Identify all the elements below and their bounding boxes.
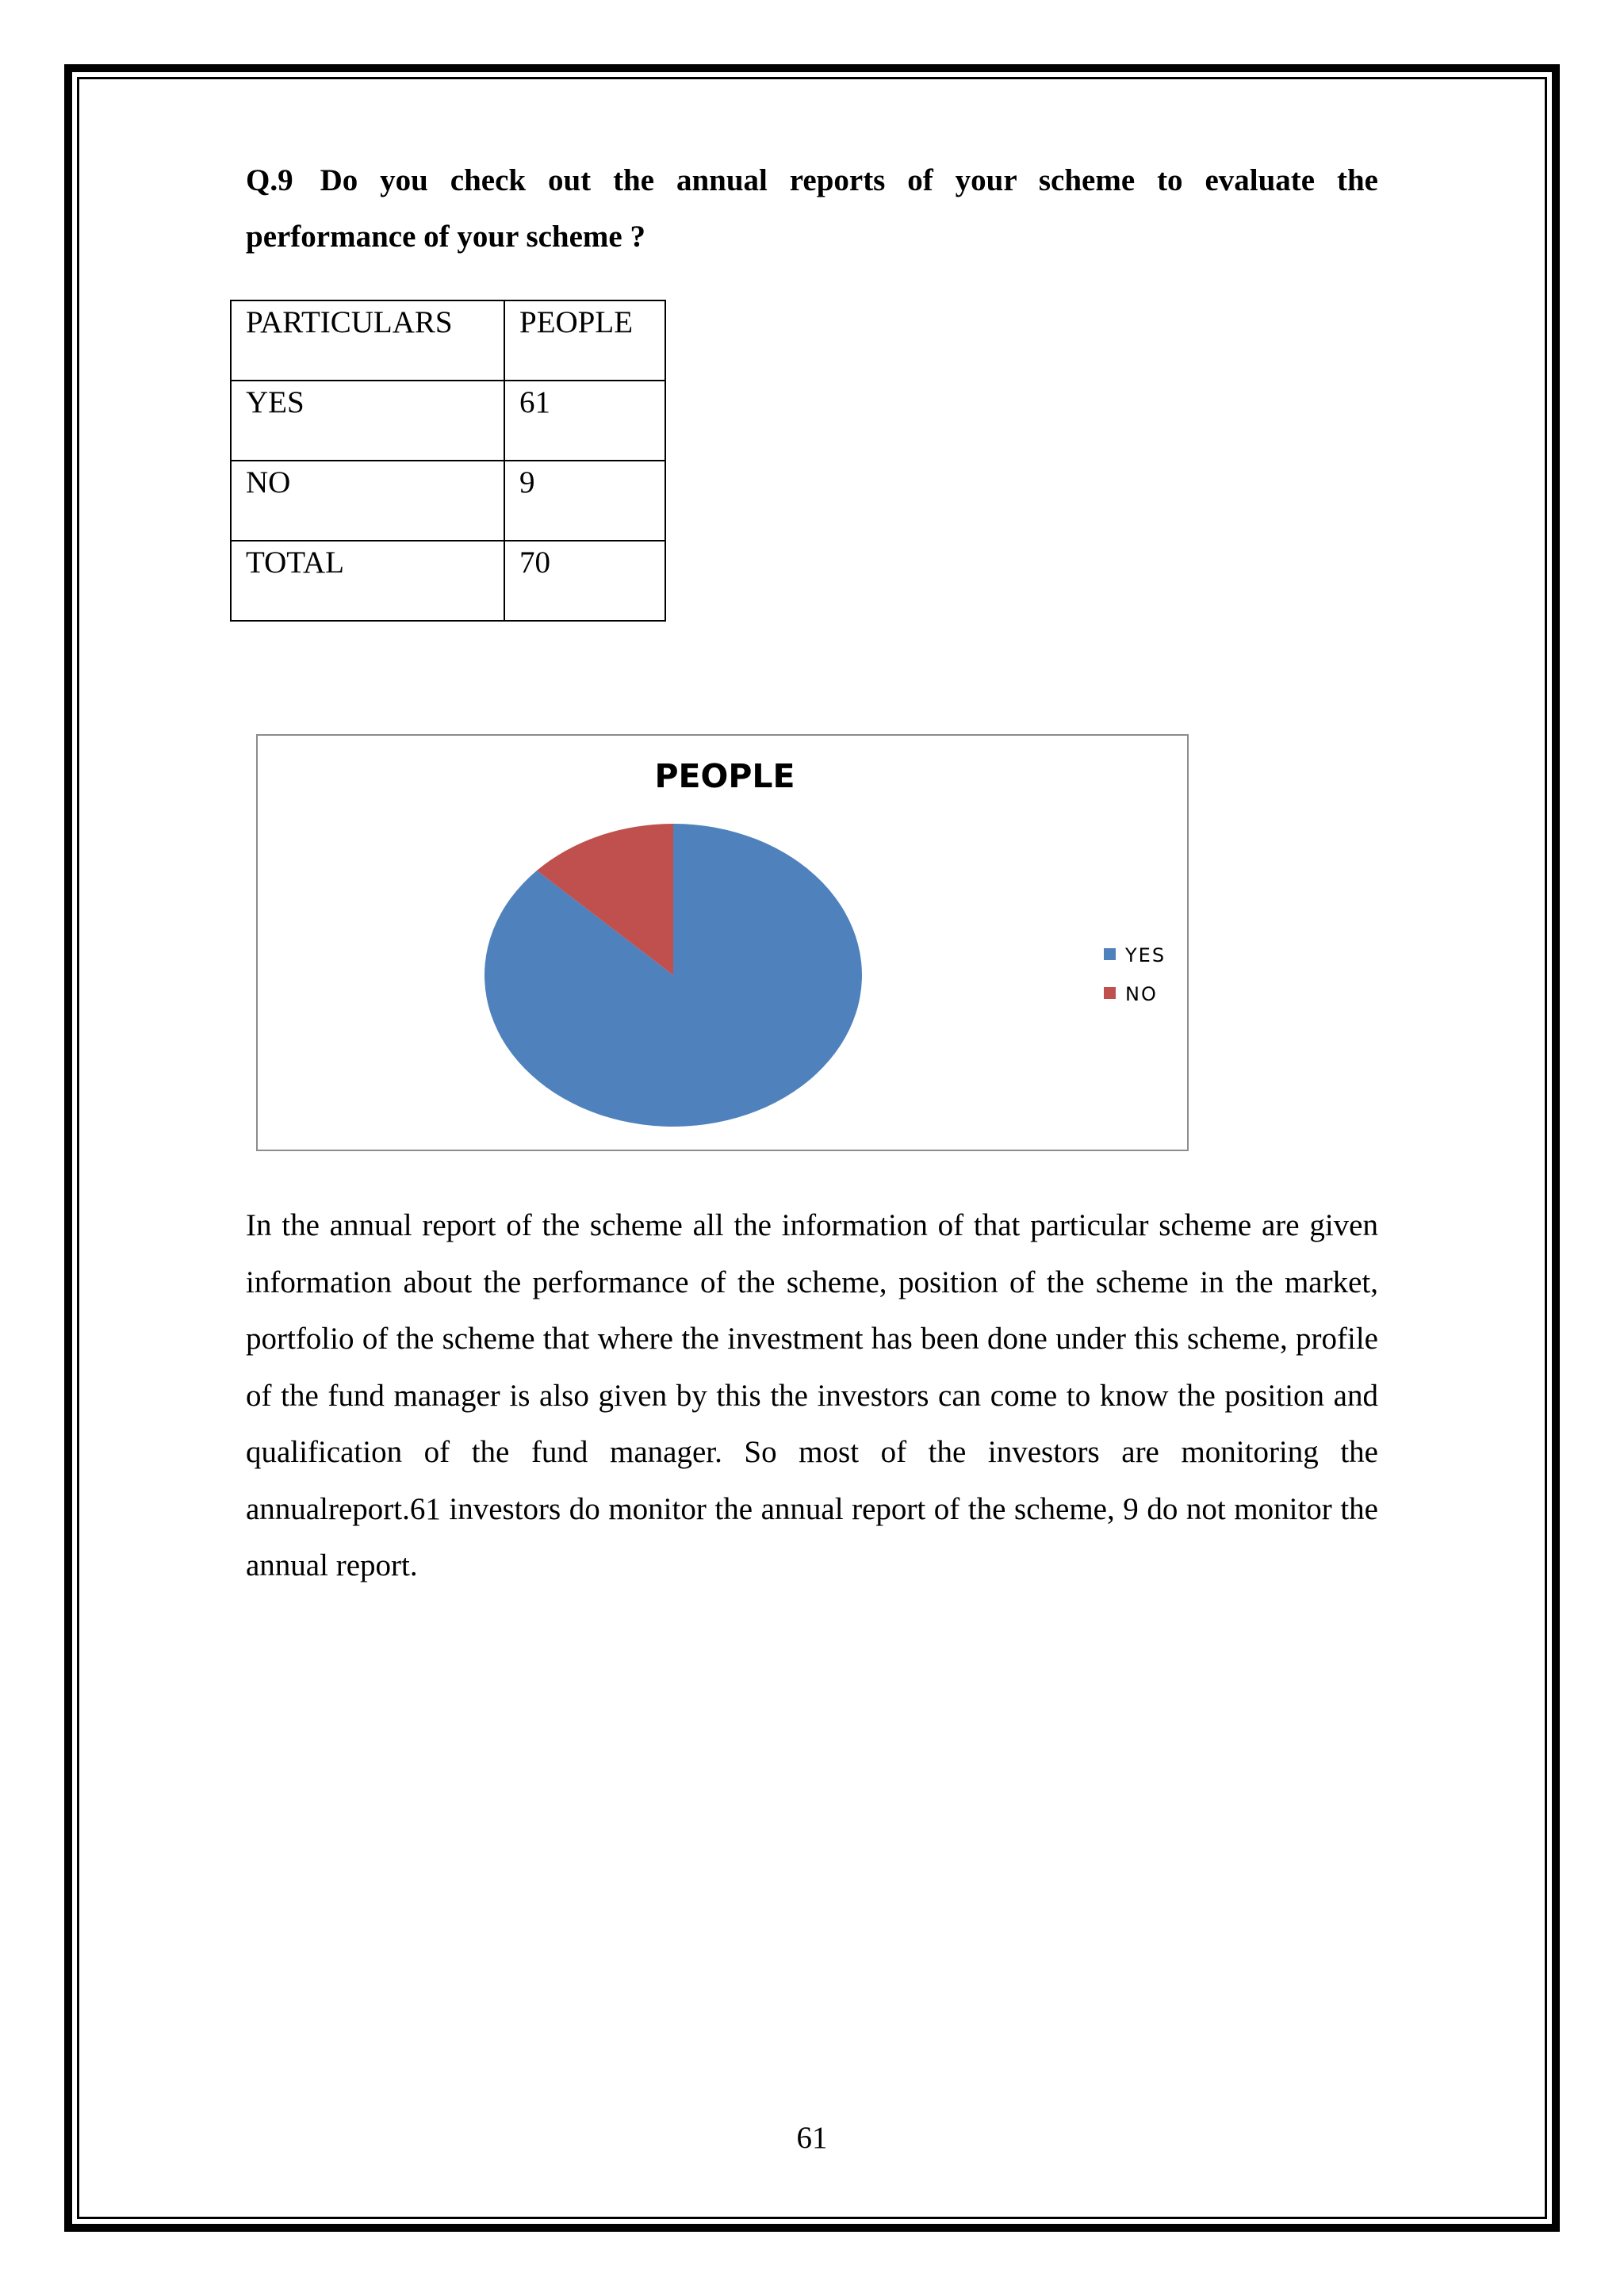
table-cell: 61: [504, 381, 665, 461]
page-number: 61: [796, 2121, 828, 2155]
legend-swatch-yes: [1104, 948, 1116, 960]
table-header-row: [231, 300, 665, 381]
table-header-cell: PARTICULARS: [231, 300, 504, 381]
table-cell: 70: [504, 541, 665, 621]
analysis-paragraph: In the annual report of the scheme all the information of that particular scheme are given information about the performance of the scheme, position of the scheme in the market, portfolio of the scheme that where the investment has been done under this scheme, profile of the fund manager is also given by this the investors can come to know the position and qualification of the fund manager. So most of the investors are monitoring the annualreport.61 investors do monitor the annual report of the scheme, 9 do not monitor the annual report.: [246, 1208, 1378, 1582]
legend-swatch-no: [1104, 987, 1116, 999]
question-number: Q.9: [246, 163, 293, 197]
table-row: [231, 461, 665, 541]
table-header-cell: PEOPLE: [504, 300, 665, 381]
pie-chart: [256, 734, 1189, 1151]
legend-label-no: NO: [1125, 983, 1158, 1005]
chart-title: PEOPLE: [654, 757, 795, 795]
chart-legend: [1104, 944, 1166, 1005]
table-cell: 9: [504, 461, 665, 541]
table-cell: TOTAL: [231, 541, 504, 621]
table-cell: NO: [231, 461, 504, 541]
question-heading: [246, 152, 1378, 265]
table-row: [231, 541, 665, 621]
question-text: Do you check out the annual reports of your scheme to evaluate the performance of your scheme ?: [246, 163, 1378, 254]
survey-table: [230, 300, 666, 622]
table-cell: YES: [231, 381, 504, 461]
legend-label-yes: YES: [1125, 944, 1166, 966]
pie-slices: [485, 824, 862, 1127]
pie-chart-svg: [258, 736, 1187, 1150]
table-row: [231, 381, 665, 461]
